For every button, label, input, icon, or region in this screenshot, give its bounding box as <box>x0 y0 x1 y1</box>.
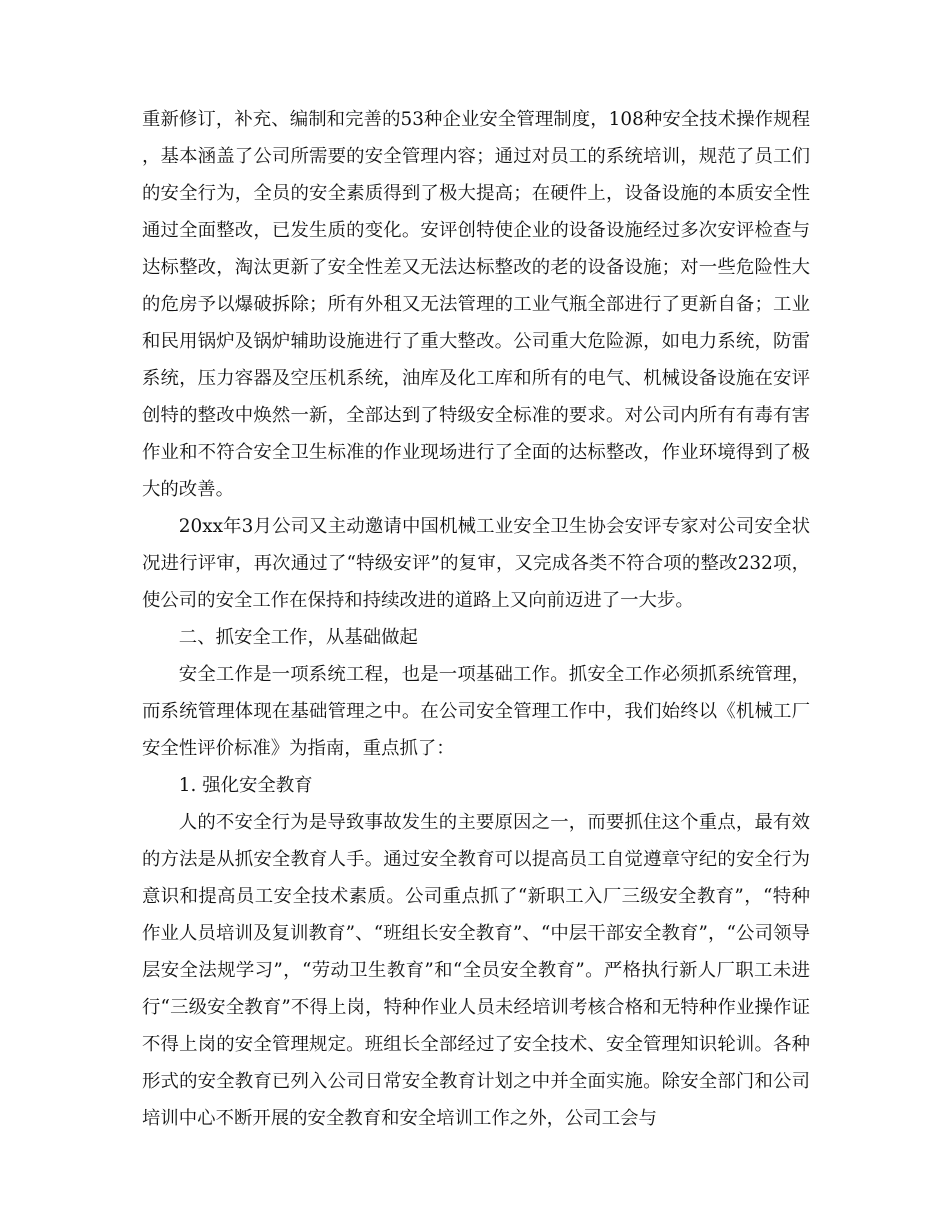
subsection-heading-education: 1. 强化安全教育 <box>178 775 313 796</box>
section-heading-foundation: 二、抓安全工作，从基础做起 <box>178 627 418 648</box>
document-body <box>142 101 810 1137</box>
paragraph-system-management: 安全工作是一项系统工程，也是一项基础工作。抓安全工作必须抓系统管理，而系统管理体现在基础管理之中。在公司安全管理工作中，我们始终以《机械工厂安全性评价标准》为指南，重点抓了： <box>142 664 810 759</box>
paragraph-safety-review: 20xx年3月公司又主动邀请中国机械工业安全卫生协会安评专家对公司安全状况进行评审，再次通过了“特级安评”的复审，又完成各类不符合项的整改232项，使公司的安全工作在保持和持续改进的道路上又向前迈进了一大步。 <box>142 516 810 611</box>
paragraph-safety-education: 人的不安全行为是导致事故发生的主要原因之一，而要抓住这个重点，最有效的方法是从抓安全教育人手。通过安全教育可以提高员工自觉遵章守纪的安全行为意识和提高员工安全技术素质。公司重点抓了“新职工入厂三级安全教育”，“特种作业人员培训及复训教育”、“班组长安全教育”、“中层干部安全教育”，“公司领导层安全法规学习”，“劳动卫生教育”和“全员安全教育”。严格执行新人厂职工未进行“三级安全教育”不得上岗，特种作业人员未经培训考核合格和无特种作业操作证不得上岗的安全管理规定。班组长全部经过了安全技术、安全管理知识轮训。各种形式的安全教育已列入公司日常安全教育计划之中并全面实施。除安全部门和公司培训中心不断开展的安全教育和安全培训工作之外，公司工会与 <box>142 812 810 1129</box>
paragraph-continuation: 重新修订，补充、编制和完善的53种企业安全管理制度，108种安全技术操作规程，基本涵盖了公司所需要的安全管理内容；通过对员工的系统培训，规范了员工们的安全行为，全员的安全素质得到了极大提高；在硬件上，设备设施的本质安全性通过全面整改，已发生质的变化。安评创特使企业的设备设施经过多次安评检查与达标整改，淘汰更新了安全性差又无法达标整改的老的设备设施；对一些危险性大的危房予以爆破拆除；所有外租又无法管理的工业气瓶全部进行了更新自备；工业和民用锅炉及锅炉辅助设施进行了重大整改。公司重大危险源，如电力系统，防雷系统，压力容器及空压机系统，油库及化工库和所有的电气、机械设备设施在安评创特的整改中焕然一新，全部达到了特级安全标准的要求。对公司内所有有毒有害作业和不符合安全卫生标准的作业现场进行了全面的达标整改，作业环境得到了极大的改善。 <box>142 109 810 500</box>
